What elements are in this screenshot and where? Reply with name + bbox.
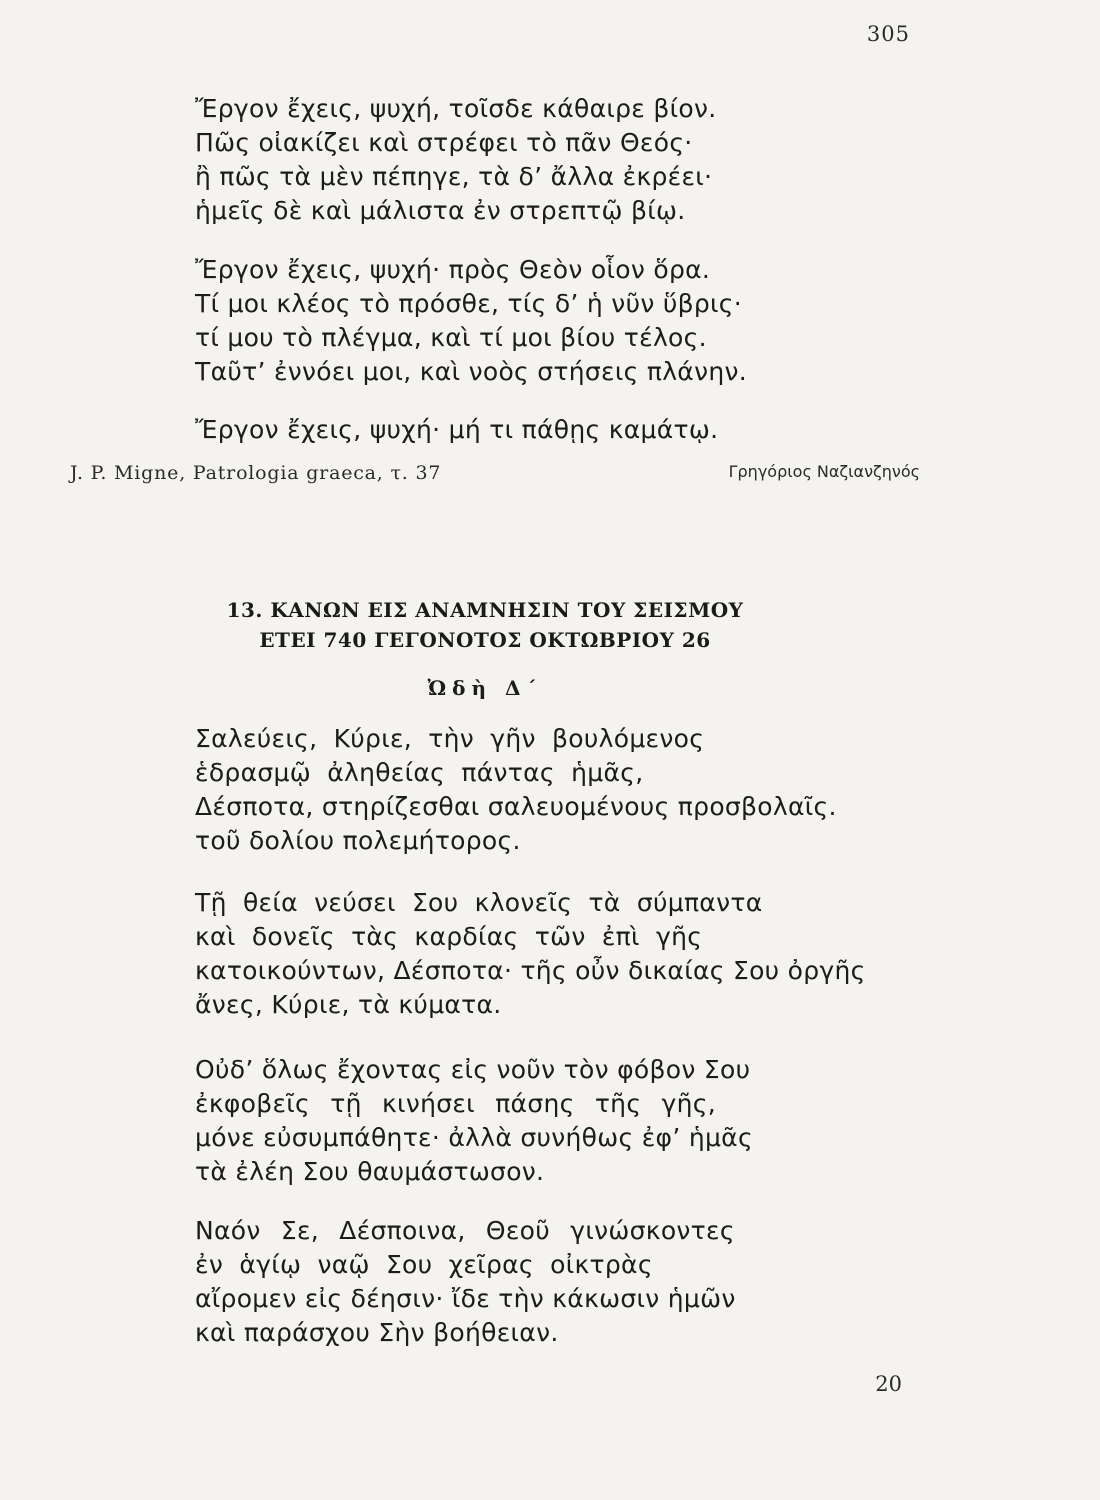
canon-line: ἐν ἁγίῳ ναῷ Σου χεῖρας οἰκτρὰς	[195, 1250, 653, 1279]
canon-stanza-3	[195, 1053, 753, 1189]
canon-line: μόνε εὐσυμπάθητε· ἀλλὰ συνήθως ἐφ’ ἡμᾶς	[195, 1123, 753, 1152]
section-title	[195, 595, 775, 655]
poem-line: Πῶς οἰακίζει καὶ στρέφει τὸ πᾶν Θεός·	[195, 128, 693, 157]
canon-line: Ναόν Σε, Δέσποινα, Θεοῦ γινώσκοντες	[195, 1216, 735, 1245]
canon-line: ἐκφοβεῖς τῇ κινήσει πάσης τῆς γῆς,	[195, 1089, 717, 1118]
poem-line: ἡμεῖς δὲ καὶ μάλιστα ἐν στρεπτῷ βίῳ.	[195, 196, 686, 225]
canon-line: αἴρομεν εἰς δέησιν· ἴδε τὴν κάκωσιν ἡμῶν	[195, 1284, 736, 1313]
poem-stanza-3	[195, 413, 718, 447]
citation-author: Γρηγόριος Ναζιανζηνός	[728, 462, 920, 481]
canon-stanza-4	[195, 1214, 736, 1350]
canon-stanza-2	[195, 886, 866, 1022]
ode-label: Ὠδὴ Δ΄	[427, 676, 543, 700]
poem-line: τί μου τὸ πλέγμα, καὶ τί μοι βίου τέλος.	[195, 323, 707, 352]
canon-line: Οὐδ’ ὅλως ἔχοντας εἰς νοῦν τὸν φόβον Σου	[195, 1055, 751, 1084]
section-title-line-1: 13. ΚΑΝΩΝ ΕΙΣ ΑΝΑΜΝΗΣΙΝ ΤΟΥ ΣΕΙΣΜΟΥ	[226, 598, 744, 622]
poem-stanza-2	[195, 253, 747, 389]
poem-line: Ἔργον ἔχεις, ψυχή· πρὸς Θεὸν οἷον ὅρα.	[195, 255, 711, 284]
canon-line: Τῇ θεία νεύσει Σου κλονεῖς τὰ σύμπαντα	[195, 888, 763, 917]
canon-line: Δέσποτα, στηρίζεσθαι σαλευομένους προσβολαῖς.	[195, 792, 837, 821]
canon-line: καὶ παράσχου Σὴν βοήθειαν.	[195, 1318, 559, 1347]
poem-stanza-1	[195, 92, 716, 228]
page-number: 305	[866, 22, 910, 46]
canon-line: τὰ ἐλέη Σου θαυμάστωσον.	[195, 1157, 545, 1186]
canon-line: κατοικούντων, Δέσποτα· τῆς οὖν δικαίας Σου ὀργῆς	[195, 956, 866, 985]
canon-line: ἄνες, Κύριε, τὰ κύματα.	[195, 990, 502, 1019]
poem-line: Ταῦτ’ ἐννόει μοι, καὶ νοὸς στήσεις πλάνην.	[195, 357, 747, 386]
poem-line: ἢ πῶς τὰ μὲν πέπηγε, τὰ δ’ ἄλλα ἐκρέει·	[195, 162, 713, 191]
signature-mark: 20	[875, 1372, 902, 1396]
section-title-line-2: ΕΤΕΙ 740 ΓΕΓΟΝΟΤΟΣ ΟΚΤΩΒΡΙΟΥ 26	[259, 628, 711, 652]
canon-line: καὶ δονεῖς τὰς καρδίας τῶν ἐπὶ γῆς	[195, 922, 703, 951]
canon-line: ἑδρασμῷ ἀληθείας πάντας ἡμᾶς,	[195, 758, 644, 787]
poem-line: Τί μοι κλέος τὸ πρόσθε, τίς δ’ ἡ νῦν ὕβρις·	[195, 289, 743, 318]
canon-stanza-1	[195, 722, 837, 858]
poem-line: Ἔργον ἔχεις, ψυχή· μή τι πάθῃς καμάτῳ.	[195, 415, 719, 444]
citation-source: J. P. Migne, Patrologia graeca, τ. 37	[70, 462, 442, 484]
poem-line: Ἔργον ἔχεις, ψυχή, τοῖσδε κάθαιρε βίον.	[195, 94, 717, 123]
canon-line: Σαλεύεις, Κύριε, τὴν γῆν βουλόμενος	[195, 724, 705, 753]
canon-line: τοῦ δολίου πολεμήτορος.	[195, 826, 521, 855]
